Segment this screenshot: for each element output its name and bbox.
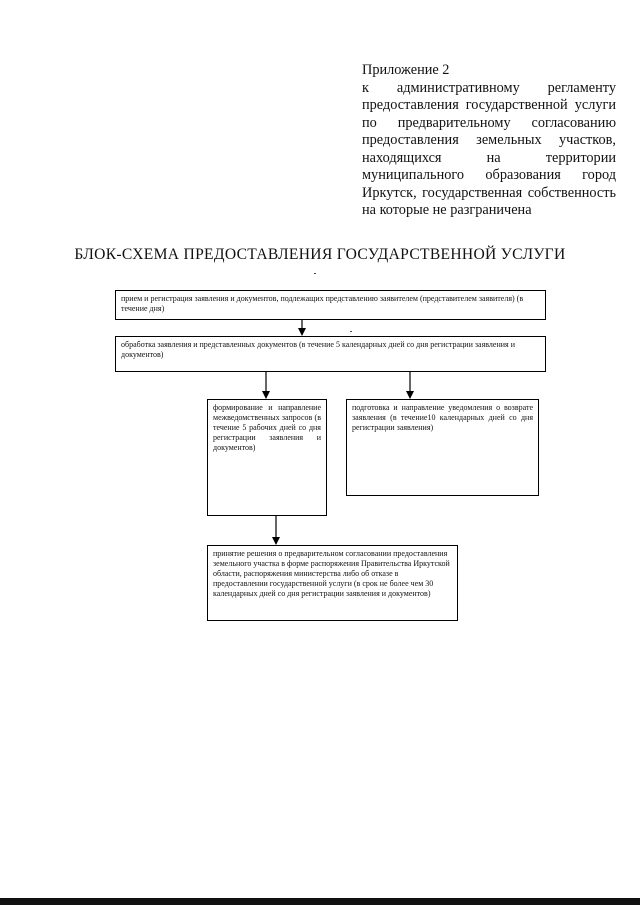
appendix-text: к административному регламенту предоставления государственной услуги по предварительному согласованию предоставления земельных участков, находящихся на территории муниципального образования город Иркутск, государственная собственность на которые не разграничена [362, 79, 616, 218]
step-processing: обработка заявления и представленных документов (в течение 5 календарных дней со дня регистрации заявления и документов) [115, 336, 546, 372]
scan-edge [0, 898, 640, 905]
step-interagency-requests: формирование и направление межведомственных запросов (в течение 5 рабочих дней со дня регистрации заявления и документов) [207, 399, 327, 516]
diagram-title: БЛОК-СХЕМА ПРЕДОСТАВЛЕНИЯ ГОСУДАРСТВЕННОЙ УСЛУГИ [74, 246, 566, 263]
scan-speck [350, 331, 352, 332]
step-decision: принятие решения о предварительном согласовании предоставления земельного участка в форме распоряжения Правительства Иркутской области, распоряжения министерства либо об отказе в предоставлении государственной услуги (в срок не более чем 30 календарных дней со дня регистрации заявления и документов) [207, 545, 458, 621]
step-return-notice: подготовка и направление уведомления о возврате заявления (в течение10 календарных дней со дня регистрации заявления) [346, 399, 539, 496]
step-reception-registration: прием и регистрация заявления и документов, подлежащих представлению заявителем (представителем заявителя) (в течение дня) [115, 290, 546, 320]
scan-speck [314, 273, 316, 274]
appendix-title: Приложение 2 [362, 62, 450, 78]
